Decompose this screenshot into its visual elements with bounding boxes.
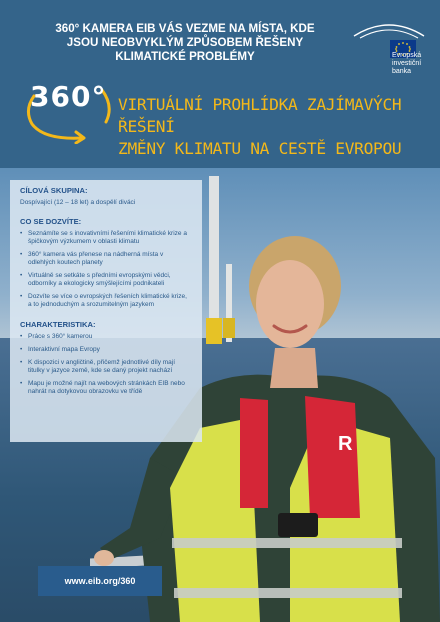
list-item: • Mapu je možné najít na webových stránkách EIB nebo nahrát na dotykovou obrazovku ve třídě <box>20 380 192 396</box>
target-text: Dospívající (12 – 18 let) a dospělí diváci <box>20 199 136 206</box>
features-heading: CHARAKTERISTIKA: <box>20 320 96 329</box>
target-heading: CÍLOVÁ SKUPINA: <box>20 186 88 195</box>
info-panel <box>10 180 202 442</box>
badge-number: 360° <box>30 80 107 113</box>
learn-heading: CO SE DOZVÍTE: <box>20 217 82 226</box>
svg-text:R: R <box>338 433 353 455</box>
tagline-line1: VIRTUÁLNÍ PROHLÍDKA ZAJÍMAVÝCH ŘEŠENÍ <box>118 95 402 136</box>
logo-line2: investiční banka <box>392 60 422 75</box>
list-item: • 360° kamera vás přenese na nádherná místa v odlehlých koutech planety <box>20 251 192 267</box>
logo-line1: Evropská <box>392 52 422 59</box>
list-item: • K dispozici v angličtině, přičemž jednotlivé díly mají titulky v jazyce země, kde se daný projekt nachází <box>20 359 192 375</box>
list-item: • Virtuálně se setkáte s předními evropskými vědci, odborníky a ekologicky smýšlejícími podnikateli <box>20 272 192 288</box>
features-list <box>20 333 192 396</box>
list-item: • Práce s 360° kamerou <box>20 333 192 341</box>
list-item: • Interaktivní mapa Evropy <box>20 346 192 354</box>
tagline <box>118 94 428 160</box>
logo-text <box>392 52 440 76</box>
tagline-line2: ZMĚNY KLIMATU NA CESTĚ EVROPOU <box>118 139 402 158</box>
list-item: • Seznámíte se s inovativními řešeními klimatické krize a špičkovým výzkumem v oblasti klimatu <box>20 230 192 246</box>
list-item: • Dozvíte se více o evropských řešeních klimatické krize, a to jednoduchým a srozumitelným jazykem <box>20 293 192 309</box>
website-link[interactable]: www.eib.org/360 <box>38 566 162 596</box>
learn-list <box>20 230 192 309</box>
headline: 360° KAMERA EIB VÁS VEZME NA MÍSTA, KDE JSOU NEOBVYKLÝM ZPŮSOBEM ŘEŠENY KLIMATICKÉ PROBLÉMY <box>55 22 315 63</box>
